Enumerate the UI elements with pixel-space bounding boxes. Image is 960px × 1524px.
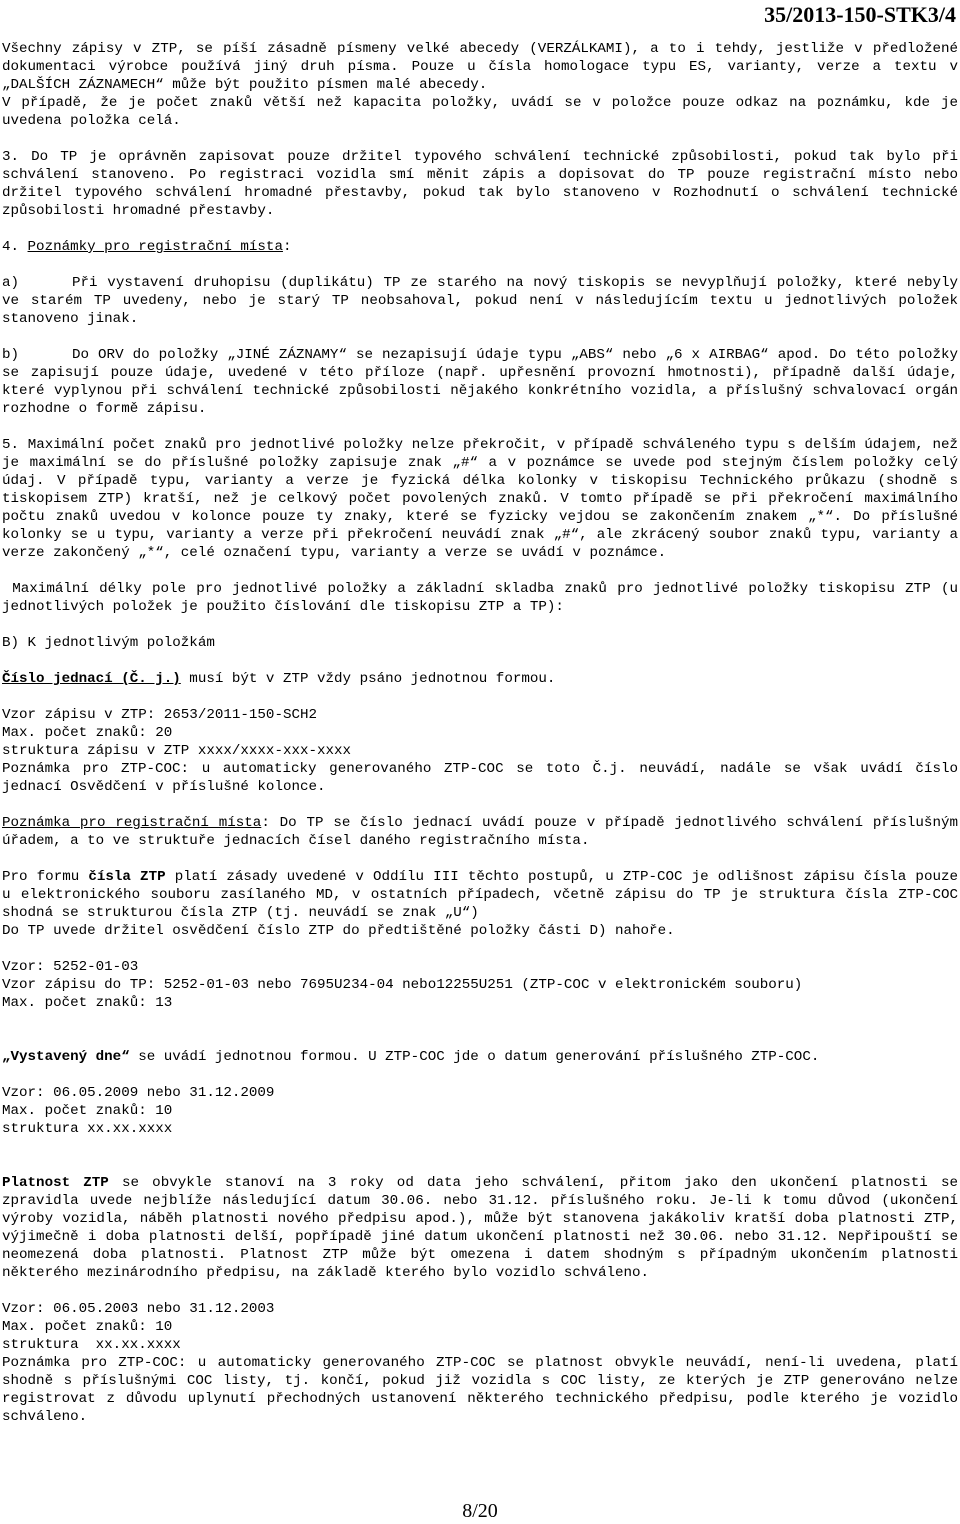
section-b-title: B) K jednotlivým položkám: [2, 635, 215, 651]
page-number: 8/20: [462, 1500, 498, 1522]
platnost-max-chars: Max. počet znaků: 10: [2, 1319, 173, 1335]
platnost-bold: Platnost ZTP: [2, 1175, 109, 1191]
cislo-ztp-paragraph: [2, 868, 958, 922]
vystaveny-bold: „Vystavený dne“: [2, 1049, 130, 1065]
cj-note-label: Poznámka pro registrační místa: [2, 815, 262, 831]
item-b-text: Do ORV do položky „JINÉ ZÁZNAMY“ se nezapisují údaje typu „ABS“ nebo „6 x AIRBAG“ apod. Do této položky se zapisují pouze údaje, uvedené v této příloze (např. upřesnění provozní hmotnosti), případně další údaje, které vyplynou při schválení technické způsobilosti nějakého konkrétního vozidla, a příslušný schvalovací orgán rozhodne o formě zápisu.: [2, 347, 958, 417]
cj-example: Vzor zápisu v ZTP: 2653/2011-150-SCH2: [2, 707, 318, 723]
ztp-bold: čísla ZTP: [88, 869, 166, 885]
platnost-example: Vzor: 06.05.2003 nebo 31.12.2003: [2, 1301, 275, 1317]
ztp-pre: Pro formu: [2, 869, 89, 885]
section-4-item-a: [2, 274, 958, 328]
platnost-structure: struktura xx.xx.xxxx: [2, 1337, 181, 1353]
intro-paragraph-1: Všechny zápisy v ZTP, se píší zásadně písmeny velké abecedy (VERZÁLKAMI), a to i tehdy, jestliže v předložené dokumentaci výrobce používá jiný druh písma. Pouze u čísla homologace typu ES, varianty, verze a textu v „DALŠÍCH ZÁZNAMECH“ může být použito písmen malé abecedy.: [2, 41, 958, 93]
section-4-title: Poznámky pro registrační místa: [27, 239, 283, 255]
cj-max-chars: Max. počet znaků: 20: [2, 725, 173, 741]
cislo-jednaci-rest: musí být v ZTP vždy psáno jednotnou formou.: [180, 671, 556, 687]
section-4-heading: [2, 238, 958, 256]
cislo-jednaci-label: Číslo jednací (Č. j.): [2, 671, 181, 687]
section-4-item-b: [2, 346, 958, 418]
section-4-colon: :: [282, 239, 292, 255]
document-body: [2, 40, 958, 1426]
cj-note-text: : Do TP se číslo jednací uvádí pouze v případě jednotlivého schválení příslušným úřadem, a to ve struktuře jednacích čísel daného registračního místa.: [2, 815, 958, 849]
section-5: [2, 436, 958, 562]
cj-structure: struktura zápisu v ZTP xxxx/xxxx-xxx-xxxx: [2, 743, 352, 759]
section-3-number: 3.: [2, 149, 20, 165]
intro-paragraph-2: V případě, že je počet znaků větší než kapacita položky, uvádí se v položce pouze odkaz na poznámku, kde je uvedena položka celá.: [2, 95, 958, 129]
ztp-example-2: Vzor zápisu do TP: 5252-01-03 nebo 7695U234-04 nebo12255U251 (ZTP-COC v elektronickém souboru): [2, 977, 803, 993]
item-a-text: Při vystavení druhopisu (duplikátu) TP ze starého na nový tiskopis se nevyplňují položky, které nebyly ve starém TP uvedeny, nebo je starý TP neobsahoval, pokud není v následujícím textu u jednotlivých položek stanoveno jinak.: [2, 275, 958, 327]
ztp-line-2: Do TP uvede držitel osvědčení číslo ZTP do předtištěné položky části D) nahoře.: [2, 923, 675, 939]
ztp-max-chars: Max. počet znaků: 13: [2, 995, 173, 1011]
section-5-text: Maximální počet znaků pro jednotlivé položky nelze překročit, v případě schváleného typu s delším údajem, než je maximální se do příslušné položky zapisuje znak „#“ a v poznámce se uvede pod stejným číslem položky celý údaj. V případě typu, varianty a verze je fyzická délka kolonky v tiskopisu Technického průkazu (shodně s tiskopisem ZTP) kratší, než je celkový počet povolených znaků. V tomto případě se při překročení maximálního počtu znaků uvedou v kolonce pouze ty znaky, které se fyzicky vejdou se zakončením znakem „*“. Do příslušné kolonky se u typu, varianty a verze při překročení neuvádí znak „#“, ale zkrácený soubor znaků typu, varianty a verze zakončený „*“, celé označení typu, varianty a verze se uvádí v poznámce.: [2, 437, 959, 561]
ztp-example-1: Vzor: 5252-01-03: [2, 959, 139, 975]
section-5-number: 5.: [2, 437, 20, 453]
platnost-paragraph: [2, 1174, 958, 1282]
vystaveny-structure: struktura xx.xx.xxxx: [2, 1121, 173, 1137]
item-a-label: a): [2, 275, 20, 291]
max-lengths-paragraph: Maximální délky pole pro jednotlivé položky a základní skladba znaků pro jednotlivé položky tiskopisu ZTP (u jednotlivých položek je použito číslování dle tiskopisu ZTP a TP):: [2, 581, 959, 615]
vystaveny-paragraph: [2, 1048, 958, 1066]
platnost-coc-note: Poznámka pro ZTP-COC: u automaticky generovaného ZTP-COC se platnost obvykle neuvádí, není-li uvedena, platí shodně s příslušnými COC listy, tj. končí, pokud již vozidla s COC listy, ze kterých je ZTP generováno nelze registrovat z důvodu uplynutí přechodných ustanovení některého technického předpisu, podle kterého je vozidlo schváleno.: [2, 1355, 958, 1425]
platnost-rest: se obvykle stanoví na 3 roky od data jeho schválení, přitom jako den ukončení platnosti se zpravidla uvede nejblíže následující datum 30.06. nebo 31.12. příslušného roku. Je-li k tomu důvod (ukončení výroby vozidla, náběh platnosti nového předpisu apod.), může být stanovena jakákoliv kratší doba platnosti ZTP, výjimečně i doba platnosti delší, popřípadě jiné datum ukončení platnosti než 30.06. nebo 31.12. Nepřipouští se neomezená doba platnosti. Platnost ZTP může být omezena i datem shodným s případným ukončením platnosti některého mezinárodního předpisu, na základě kterého bylo vozidlo schváleno.: [2, 1175, 959, 1281]
vystaveny-rest: se uvádí jednotnou formou. U ZTP-COC jde o datum generování příslušného ZTP-COC.: [129, 1049, 820, 1065]
document-id: 35/2013-150-STK3/4: [764, 2, 956, 27]
vystaveny-max-chars: Max. počet znaků: 10: [2, 1103, 173, 1119]
cj-coc-note: Poznámka pro ZTP-COC: u automaticky generovaného ZTP-COC se toto Č.j. neuvádí, nadále se však uvádí číslo jednací Osvědčení v příslušné kolonce.: [2, 761, 958, 795]
cislo-jednaci-paragraph: [2, 670, 958, 688]
ztp-post: platí zásady uvedené v Oddílu III těchto postupů, u ZTP-COC je odlišnost zápisu čísla pouze u elektronického souboru zasílaného MD, v ostatních případech, včetně zápisu do TP je struktura čísla ZTP-COC shodná se strukturou čísla ZTP (tj. neuvádí se znak „U“): [2, 869, 958, 921]
section-3: [2, 148, 958, 220]
cj-registration-note: [2, 814, 958, 850]
vystaveny-example: Vzor: 06.05.2009 nebo 31.12.2009: [2, 1085, 275, 1101]
section-4-number: 4.: [2, 239, 20, 255]
item-b-label: b): [2, 347, 20, 363]
section-3-text: Do TP je oprávněn zapisovat pouze držitel typového schválení technické způsobilosti, pokud tak bylo při schválení stanoveno. Po registraci vozidla smí měnit zápis a dopisovat do TP pouze registrační místo nebo držitel typového schválení hromadné přestavby, pokud tak bylo stanoveno v Rozhodnutí o schválení technické způsobilosti hromadné přestavby.: [2, 149, 959, 219]
